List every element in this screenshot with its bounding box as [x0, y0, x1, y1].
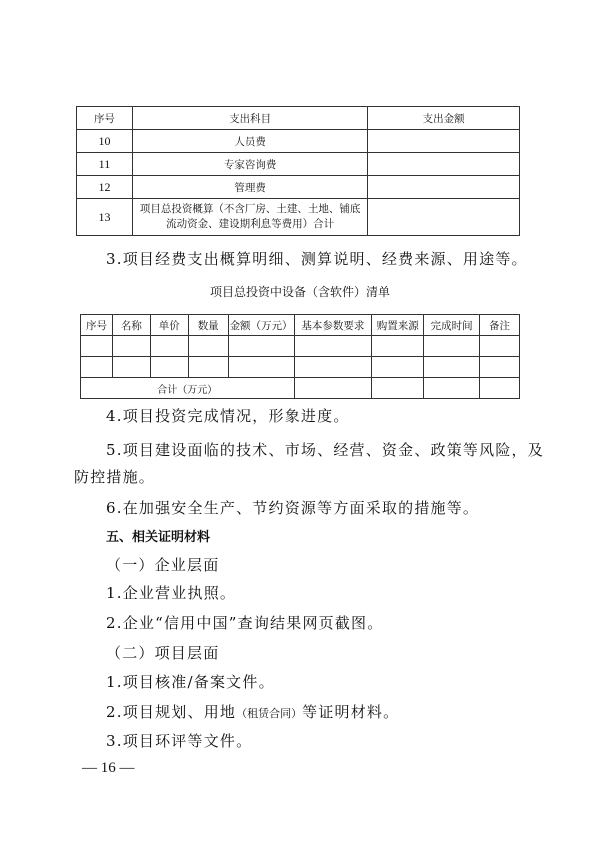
- paragraph-5-line-2: 防控措施。: [74, 468, 156, 486]
- table-row: [77, 153, 520, 176]
- header-cell: 支出科目: [132, 107, 367, 130]
- total-row: [81, 378, 520, 399]
- item-text: 等证明材料。: [302, 703, 400, 721]
- row-amount: [368, 130, 520, 153]
- subsection-heading-1: （一）企业层面: [106, 556, 220, 574]
- header-cell: 基本参数要求: [294, 315, 372, 336]
- header-cell: 金额（万元）: [228, 315, 294, 336]
- row-number: 11: [77, 153, 133, 176]
- table-header-row: [81, 315, 520, 336]
- table-row: [77, 176, 520, 199]
- subsection-1-item-2: 2.企业“信用中国”查询结果网页截图。: [106, 614, 384, 632]
- table-row: [81, 357, 520, 378]
- header-cell: 完成时间: [424, 315, 480, 336]
- paragraph-6: 6.在加强安全生产、节约资源等方面采取的措施等。: [106, 499, 480, 517]
- table-row: [81, 336, 520, 357]
- row-amount: [368, 199, 520, 236]
- paragraph-5-line-1: 5.项目建设面临的技术、市场、经营、资金、政策等风险，及: [106, 441, 544, 459]
- header-cell: 数量: [188, 315, 228, 336]
- row-amount: [368, 176, 520, 199]
- header-cell: 支出金额: [368, 107, 520, 130]
- header-cell: 序号: [81, 315, 113, 336]
- table-row: [77, 130, 520, 153]
- row-number: 10: [77, 130, 133, 153]
- row-amount: [368, 153, 520, 176]
- equipment-table-title: 项目总投资中设备（含软件）清单: [209, 285, 390, 299]
- row-subject: 管理费: [132, 176, 367, 199]
- subsection-2-item-2: [106, 701, 399, 722]
- row-number: 13: [77, 199, 133, 236]
- header-cell: 名称: [112, 315, 150, 336]
- equipment-table: [80, 314, 520, 399]
- subject-line: 项目总投资概算（不含厂房、土建、土地、铺底: [139, 203, 361, 215]
- paragraph-4: 4.项目投资完成情况，形象进度。: [106, 407, 350, 425]
- row-subject: [132, 199, 367, 236]
- item-text: 2.项目规划、用地: [106, 703, 237, 721]
- total-label: 合计（万元）: [81, 378, 295, 399]
- subsection-1-item-1: 1.企业营业执照。: [106, 584, 237, 602]
- subsection-2-item-3: 3.项目环评等文件。: [106, 732, 253, 750]
- subsection-heading-2: （二）项目层面: [106, 644, 220, 662]
- table-row: [77, 199, 520, 236]
- subsection-2-item-1: 1.项目核准/备案文件。: [106, 673, 275, 691]
- table-header-row: [77, 107, 520, 130]
- row-subject: 人员费: [132, 130, 367, 153]
- header-cell: 购置来源: [372, 315, 424, 336]
- header-cell: 序号: [77, 107, 133, 130]
- item-note: （租赁合同）: [236, 707, 303, 720]
- row-number: 12: [77, 176, 133, 199]
- page-number: — 16 —: [82, 760, 135, 776]
- paragraph-3: 3.项目经费支出概算明细、测算说明、经费来源、用途等。: [106, 250, 528, 268]
- row-subject: 专家咨询费: [132, 153, 367, 176]
- section-heading: 五、相关证明材料: [106, 530, 211, 545]
- subject-line: 流动资金、建设期利息等费用）合计: [166, 218, 335, 230]
- expense-table: [76, 106, 520, 236]
- header-cell: 备注: [480, 315, 520, 336]
- header-cell: 单价: [150, 315, 188, 336]
